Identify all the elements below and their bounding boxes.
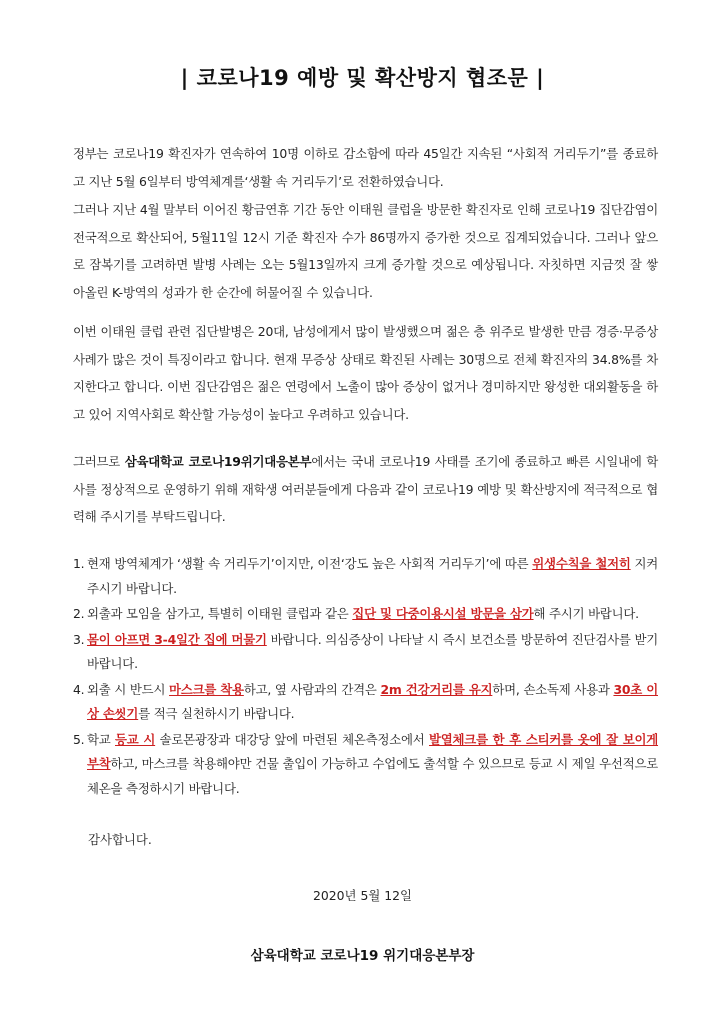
list-item: 3. 몸이 아프면 3-4일간 집에 머물기 바랍니다. 의심증상이 나타날 시 즉시 보건소를 방문하여 진단검사를 받기 바랍니다. (73, 628, 658, 677)
document-title: | 코로나19 예방 및 확산방지 협조문 | (180, 66, 545, 90)
highlight-text: 2m 건강거리를 유지 (380, 681, 493, 697)
highlight-text: 30초 이상 손씻기 (87, 681, 658, 721)
paragraph-intro: 정부는 코로나19 확진자가 연속하여 10명 이하로 감소함에 따라 45일간 지속된 “사회적 거리두기”를 종료하고 지난 5월 6일부터 방역체계를‘생활 속 거리두기’로 전환하였습니다. (73, 146, 658, 189)
item-number: 5. (73, 731, 85, 747)
item-number: 4. (73, 681, 85, 697)
highlight-text: 집단 및 다중이용시설 방문을 삼가 (352, 606, 534, 621)
highlight-text: 몸이 아프면 3-4일간 집에 머물기 (87, 631, 267, 647)
item-number: 3. (73, 631, 85, 647)
item-number: 1. (73, 556, 85, 571)
signer-title: 삼육대학교 코로나19 위기대응본부장 (250, 948, 475, 964)
list-item: 5. 학교 등교 시 솔로몬광장과 대강당 앞에 마련된 체온측정소에서 발열체크를 한 후 스티커를 옷에 잘 보이게 부착하고, 마스크를 착용해야만 건물 출입이 가능하고 수업에도 출석할 수 있으므로 등교 시 제일 우선적으로 체온을 측정하시기 바랍니다. (73, 728, 658, 802)
organization-name: 삼육대학교 코로나19위기대응본부 (124, 454, 312, 469)
paragraph-request (73, 448, 658, 531)
paragraph-characteristics: 이번 이태원 클럽 관련 집단발병은 20대, 남성에게서 많이 발생했으며 젊은 층 위주로 발생한 만큼 경증·무증상 사례가 많은 것이 특징이라고 합니다. 현재 무증상 상태로 확진된 사례는 30명으로 전체 확진자의 34.8%를 차지한다고 합니다. 이번 집단감염은 젊은 연령에서 노출이 많아 증상이 없거나 경미하지만 왕성한 대외활동을 하고 있어 지역사회로 확산할 가능성이 높다고 우려하고 있습니다. (73, 324, 658, 422)
closing-thanks: 감사합니다. (88, 832, 152, 847)
guideline-list (73, 552, 658, 802)
item-number: 2. (73, 606, 85, 621)
document-date: 2020년 5월 12일 (313, 888, 412, 903)
list-item: 2. 외출과 모임을 삼가고, 특별히 이태원 클럽과 같은 집단 및 다중이용시설 방문을 삼가해 주시기 바랍니다. (73, 602, 658, 627)
highlight-text: 발열체크를 한 후 스티커를 옷에 잘 보이게 부착 (87, 731, 659, 771)
highlight-text: 등교 시 (115, 731, 156, 747)
list-item: 4. 외출 시 반드시 마스크를 착용하고, 옆 사람과의 간격은 2m 건강거리를 유지하며, 손소독제 사용과 30초 이상 손씻기를 적극 실천하시기 바랍니다. (73, 678, 658, 727)
highlight-text: 위생수칙을 철저히 (532, 556, 631, 571)
request-text-post: 에서는 국내 코로나19 사태를 조기에 종료하고 빠른 시일내에 학사를 정상적으로 운영하기 위해 재학생 여러분들에게 다음과 같이 코로나19 예방 및 확산방지에 적극적으로 협력해 주시기를 부탁드립니다. (73, 454, 658, 524)
paragraph-outbreak: 그러나 지난 4월 말부터 이어진 황금연휴 기간 동안 이태원 클럽을 방문한 확진자로 인해 코로나19 집단감염이 전국적으로 확산되어, 5월11일 12시 기준 확진자 수가 86명까지 증가한 것으로 집계되었습니다. 그러나 앞으로 잠복기를 고려하면 발병 사례는 오는 5월13일까지 크게 증가할 것으로 예상됩니다. 자칫하면 지금껏 잘 쌓아올린 K-방역의 성과가 한 순간에 허물어질 수 있습니다. (73, 202, 658, 300)
highlight-text: 마스크를 착용 (169, 681, 244, 697)
list-item: 1. 현재 방역체계가 ‘생활 속 거리두기’이지만, 이전‘강도 높은 사회적 거리두기’에 따른 위생수칙을 철저히 지켜주시기 바랍니다. (73, 552, 658, 601)
request-text-pre: 그러므로 (73, 454, 125, 469)
